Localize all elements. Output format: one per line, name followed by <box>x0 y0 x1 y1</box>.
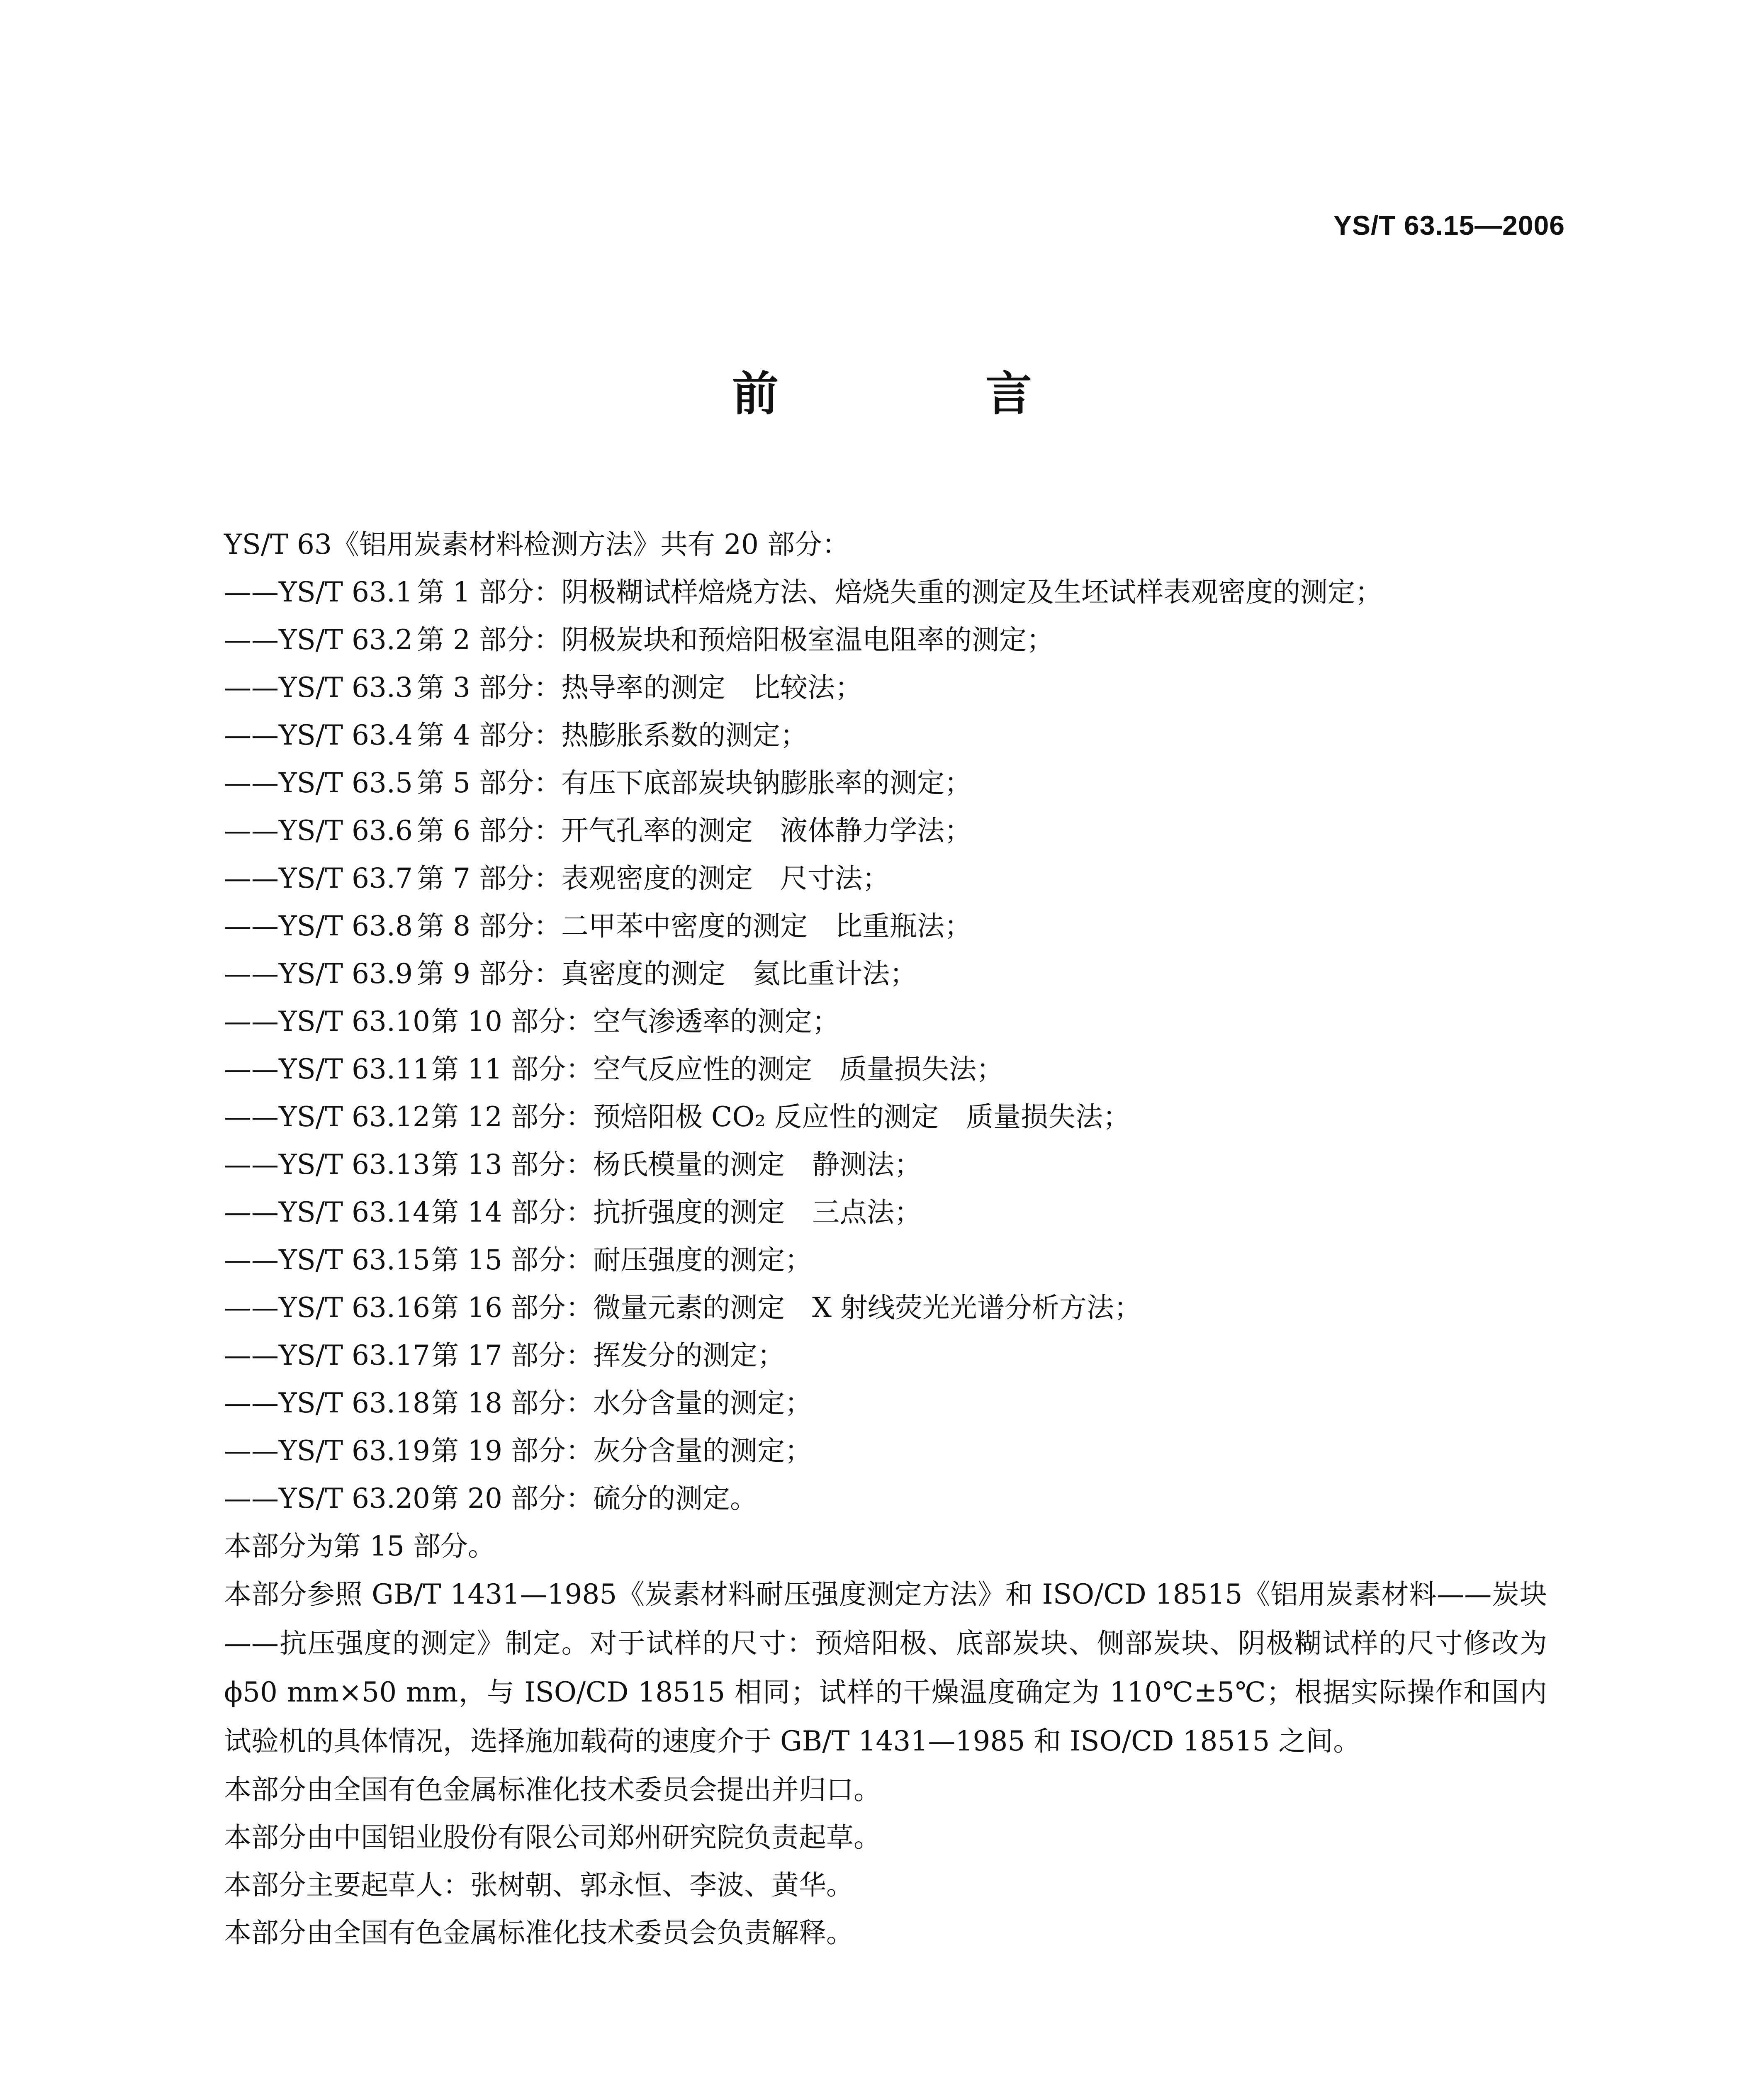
this-part-statement: 本部分为第 15 部分。 <box>224 1530 495 1562</box>
part-item <box>224 664 1547 711</box>
part-item <box>224 1379 1547 1427</box>
part-description: 第 14 部分：抗折强度的测定 三点法； <box>431 1196 922 1228</box>
part-item <box>224 1045 1547 1093</box>
part-code: ——YS/T 63.16 <box>224 1292 430 1324</box>
part-item <box>224 1188 1547 1236</box>
part-description: 第 18 部分：水分含量的测定； <box>431 1387 812 1419</box>
part-code: ——YS/T 63.3 <box>224 672 413 704</box>
proposed-by-statement: 本部分由全国有色金属标准化技术委员会提出并归口。 <box>224 1774 881 1806</box>
part-code: ——YS/T 63.4 <box>224 719 413 751</box>
foreword-body <box>224 521 1547 1957</box>
part-code: ——YS/T 63.2 <box>224 624 413 656</box>
part-item <box>224 568 1547 616</box>
part-item <box>224 854 1547 902</box>
part-code: ——YS/T 63.17 <box>224 1339 430 1371</box>
reference-paragraph: 本部分参照 GB/T 1431—1985《炭素材料耐压强度测定方法》和 ISO/CD 18515《铝用炭素材料——炭块——抗压强度的测定》制定。对于试样的尺寸：预焙阳极、底部炭块、侧部炭块、阴极糊试样的尺寸修改为 ϕ50 mm×50 mm，与 ISO/CD 18515 相同；试样的干燥温度确定为 110℃±5℃；根据实际操作和国内试验机的具体情况，选择施加载荷的速度介于 GB/T 1431—1985 和 ISO/CD 18515 之间。 <box>224 1578 1547 1757</box>
part-item <box>224 711 1547 759</box>
part-description: 第 10 部分：空气渗透率的测定； <box>431 1005 839 1037</box>
part-item <box>224 998 1547 1045</box>
part-item <box>224 950 1547 998</box>
part-code: ——YS/T 63.13 <box>224 1149 430 1181</box>
page-title: 前 言 <box>732 367 1127 421</box>
part-code: ——YS/T 63.7 <box>224 862 413 894</box>
part-code: ——YS/T 63.11 <box>224 1053 430 1085</box>
parts-list <box>224 568 1547 1522</box>
part-description: 第 15 部分：耐压强度的测定； <box>431 1244 812 1276</box>
part-description: 第 12 部分：预焙阳极 CO₂ 反应性的测定 质量损失法； <box>431 1101 1130 1133</box>
part-code: ——YS/T 63.1 <box>224 576 413 608</box>
part-description: 第 9 部分：真密度的测定 氦比重计法； <box>417 958 917 990</box>
part-code: ——YS/T 63.15 <box>224 1244 430 1276</box>
parts-intro: YS/T 63《铝用炭素材料检测方法》共有 20 部分： <box>224 528 849 560</box>
drafted-by-statement: 本部分由中国铝业股份有限公司郑州研究院负责起草。 <box>224 1821 881 1853</box>
part-code: ——YS/T 63.9 <box>224 958 413 990</box>
part-item <box>224 1284 1547 1332</box>
part-code: ——YS/T 63.10 <box>224 1005 430 1037</box>
part-description: 第 11 部分：空气反应性的测定 质量损失法； <box>431 1053 1004 1085</box>
part-description: 第 4 部分：热膨胀系数的测定； <box>417 719 808 751</box>
part-code: ——YS/T 63.14 <box>224 1196 430 1228</box>
interpreted-by-statement: 本部分由全国有色金属标准化技术委员会负责解释。 <box>224 1917 854 1949</box>
part-description: 第 7 部分：表观密度的测定 尺寸法； <box>417 862 890 894</box>
part-code: ——YS/T 63.20 <box>224 1482 430 1514</box>
part-description: 第 8 部分：二甲苯中密度的测定 比重瓶法； <box>417 910 972 942</box>
part-description: 第 13 部分：杨氏模量的测定 静测法； <box>431 1149 922 1181</box>
part-item <box>224 1475 1547 1522</box>
part-code: ——YS/T 63.18 <box>224 1387 430 1419</box>
part-code: ——YS/T 63.19 <box>224 1435 430 1467</box>
part-description: 第 19 部分：灰分含量的测定； <box>431 1435 812 1467</box>
part-code: ——YS/T 63.6 <box>224 815 413 847</box>
part-item <box>224 1332 1547 1379</box>
part-code: ——YS/T 63.5 <box>224 767 413 799</box>
part-description: 第 6 部分：开气孔率的测定 液体静力学法； <box>417 815 972 847</box>
part-description: 第 20 部分：硫分的测定。 <box>431 1482 757 1514</box>
part-description: 第 16 部分：微量元素的测定 X 射线荧光光谱分析方法； <box>431 1292 1141 1324</box>
part-description: 第 1 部分：阴极糊试样焙烧方法、焙烧失重的测定及生坯试样表观密度的测定； <box>417 576 1382 608</box>
part-description: 第 5 部分：有压下底部炭块钠膨胀率的测定； <box>417 767 972 799</box>
part-item <box>224 1236 1547 1284</box>
part-description: 第 2 部分：阴极炭块和预焙阳极室温电阻率的测定； <box>417 624 1054 656</box>
part-item <box>224 1141 1547 1188</box>
part-code: ——YS/T 63.8 <box>224 910 413 942</box>
part-item <box>224 807 1547 854</box>
part-item <box>224 1427 1547 1475</box>
standard-number: YS/T 63.15—2006 <box>1333 210 1565 241</box>
part-code: ——YS/T 63.12 <box>224 1101 430 1133</box>
part-description: 第 3 部分：热导率的测定 比较法； <box>417 672 862 704</box>
part-item <box>224 1093 1547 1141</box>
part-description: 第 17 部分：挥发分的测定； <box>431 1339 785 1371</box>
part-item <box>224 902 1547 950</box>
part-item <box>224 759 1547 807</box>
part-item <box>224 616 1547 664</box>
drafters-statement: 本部分主要起草人：张树朝、郭永恒、李波、黄华。 <box>224 1869 854 1901</box>
